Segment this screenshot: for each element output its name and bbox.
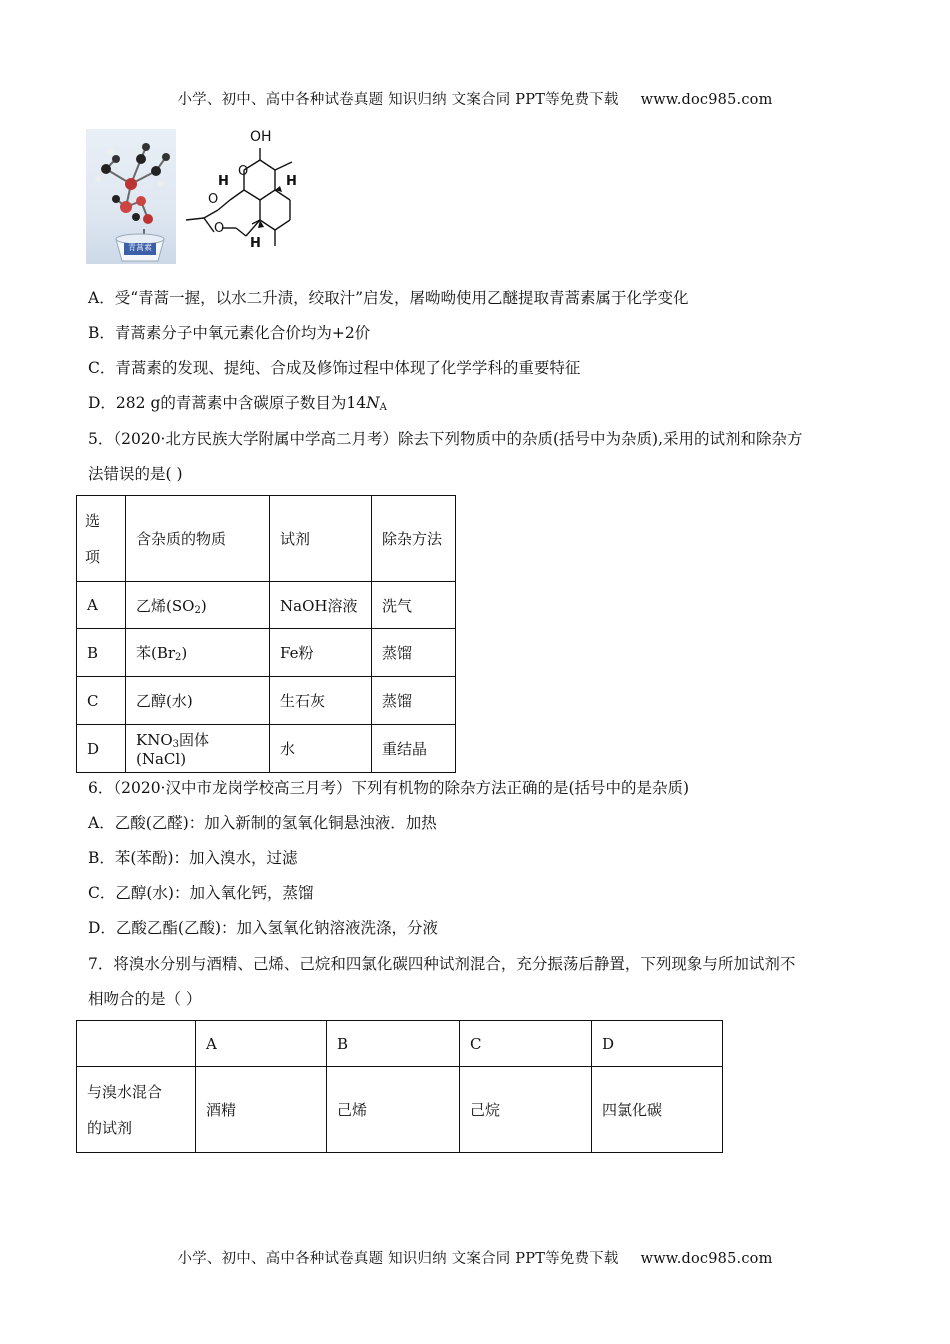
table-row xyxy=(77,725,456,773)
q5-stem-line1: 5．（2020·北方民族大学附属中学高二月考）除去下列物质中的杂质(括号中为杂质),采用的试剂和除杂方 xyxy=(88,430,803,448)
header-text: 小学、初中、高中各种试卷真题 知识归纳 文案合同 PPT等免费下载 xyxy=(177,92,619,108)
footer-url[interactable]: www.doc985.com xyxy=(640,1251,773,1267)
q6-option-b: B．苯(苯酚)：加入溴水，过滤 xyxy=(88,849,298,867)
q5-cell-option: B xyxy=(77,629,126,677)
q6-option-d: D．乙酸乙酯(乙酸)：加入氢氧化钠溶液洗涤，分液 xyxy=(88,919,439,937)
q7-cell-b: 己烯 xyxy=(327,1067,460,1153)
struct-label-oh: OH xyxy=(250,129,272,145)
table-row xyxy=(77,629,456,677)
struct-label-h2: H xyxy=(218,174,229,189)
q5-cell-reagent: NaOH溶液 xyxy=(270,582,372,629)
q7-header-blank xyxy=(77,1021,196,1067)
q7-row-label: 与溴水混合 的试剂 xyxy=(77,1067,196,1153)
q5-cell-substance: $KNO_3$固体(NaCl) xyxy=(126,725,270,773)
q5-cell-option: C xyxy=(77,677,126,725)
q5-cell-substance: 乙醇(水) xyxy=(126,677,270,725)
q7-header-a: A xyxy=(196,1021,327,1067)
q4-option-c: C．青蒿素的发现、提纯、合成及修饰过程中体现了化学学科的重要特征 xyxy=(88,359,581,377)
artemisinin-structure xyxy=(180,128,320,268)
q4-option-b: B．青蒿素分子中氧元素化合价均为+2价 xyxy=(88,324,371,342)
q6-stem: 6．（2020·汉中市龙岗学校高三月考）下列有机物的除杂方法正确的是(括号中的是杂质) xyxy=(88,779,690,797)
q7-header-c: C xyxy=(460,1021,592,1067)
table-row xyxy=(77,677,456,725)
page-footer xyxy=(0,1247,950,1268)
q5-cell-method: 蒸馏 xyxy=(372,677,456,725)
q4-option-d xyxy=(88,391,387,413)
struct-label-o2: O xyxy=(208,192,219,207)
q5-cell-reagent: 水 xyxy=(270,725,372,773)
q5-cell-method: 蒸馏 xyxy=(372,629,456,677)
header-url[interactable]: www.doc985.com xyxy=(640,92,773,108)
q6-option-c: C．乙醇(水)：加入氧化钙，蒸馏 xyxy=(88,884,314,902)
q5-table xyxy=(76,495,456,773)
q5-header-option: 选 项 xyxy=(77,496,126,582)
q5-cell-reagent: Fe粉 xyxy=(270,629,372,677)
q7-cell-c: 己烷 xyxy=(460,1067,592,1153)
q4-option-d-sub: A xyxy=(379,402,387,413)
q7-stem-line2: 相吻合的是（ ） xyxy=(88,990,202,1008)
q4-option-a: A．受“青蒿一握，以水二升渍，绞取汁”启发，屠呦呦使用乙醚提取青蒿素属于化学变化 xyxy=(88,289,689,307)
q5-table-header-row xyxy=(77,496,456,582)
q5-stem-line2: 法错误的是( ) xyxy=(88,465,183,483)
page-header xyxy=(0,88,950,109)
q4-option-d-n: N xyxy=(366,394,380,412)
footer-text: 小学、初中、高中各种试卷真题 知识归纳 文案合同 PPT等免费下载 xyxy=(177,1251,619,1267)
q7-header-b: B xyxy=(327,1021,460,1067)
q5-cell-method: 洗气 xyxy=(372,582,456,629)
q5-header-method: 除杂方法 xyxy=(372,496,456,582)
struct-label-h1: H xyxy=(286,174,297,189)
model-label: 青蒿素 xyxy=(128,243,152,252)
q7-header-d: D xyxy=(592,1021,723,1067)
q5-header-reagent: 试剂 xyxy=(270,496,372,582)
table-row xyxy=(77,1067,723,1153)
artemisinin-model-photo xyxy=(86,129,176,264)
table-row xyxy=(77,582,456,629)
q5-cell-method: 重结晶 xyxy=(372,725,456,773)
q7-cell-d: 四氯化碳 xyxy=(592,1067,723,1153)
q5-cell-option: A xyxy=(77,582,126,629)
q7-table-header-row xyxy=(77,1021,723,1067)
q7-stem-line1: 7．将溴水分别与酒精、己烯、己烷和四氯化碳四种试剂混合，充分振荡后静置，下列现象与所加试剂不 xyxy=(88,955,796,973)
q5-cell-reagent: 生石灰 xyxy=(270,677,372,725)
q4-option-d-text: D．282 g的青蒿素中含碳原子数目为14 xyxy=(88,394,367,412)
q5-cell-substance: 乙烯$(SO_2)$ xyxy=(126,582,270,629)
struct-label-o1: O xyxy=(238,164,249,179)
struct-label-o3: O xyxy=(214,221,225,236)
q5-header-substance: 含杂质的物质 xyxy=(126,496,270,582)
q5-cell-option: D xyxy=(77,725,126,773)
q7-table xyxy=(76,1020,723,1153)
q7-cell-a: 酒精 xyxy=(196,1067,327,1153)
struct-label-h3: H xyxy=(250,236,261,251)
q6-option-a: A．乙酸(乙醛)：加入新制的氢氧化铜悬浊液．加热 xyxy=(88,814,437,832)
q5-cell-substance: 苯$(Br_2)$ xyxy=(126,629,270,677)
